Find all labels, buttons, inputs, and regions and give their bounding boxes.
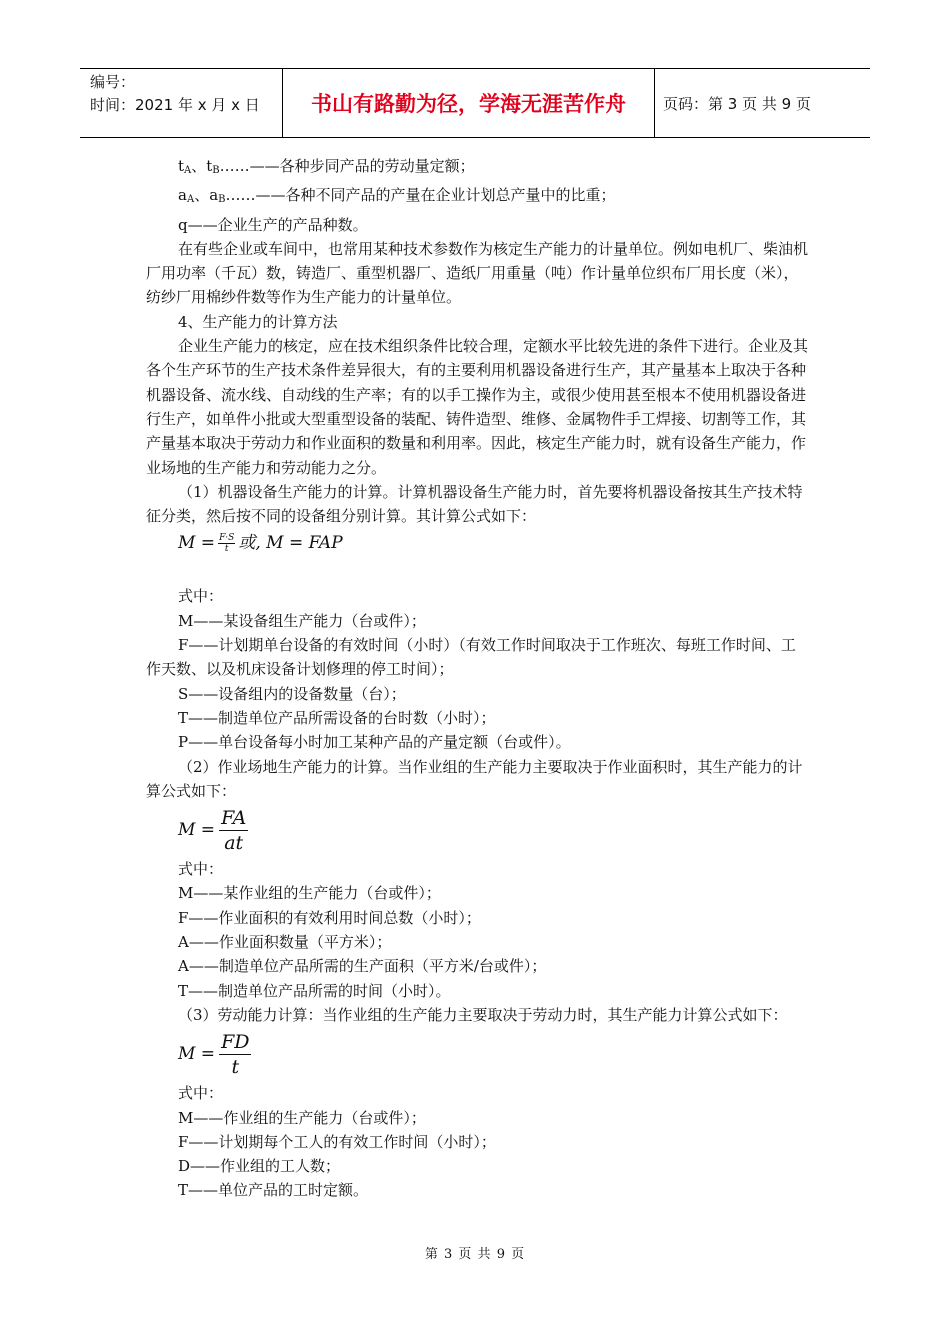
header-page-label: 页码：第 3 页 共 9 页 [663,94,811,113]
def-m3: M——作业组的生产能力（台或件）； [178,1108,426,1127]
formula-labor: M = $\frac{FD}{t}$ [178,1030,250,1078]
document-body [146,154,810,1203]
formula-area: M = $\frac{FA}{at}$ [178,806,247,854]
def-s1: S——设备组内的设备数量（台）； [178,684,406,703]
section-heading: 4、生产能力的计算方法 [178,312,338,331]
fraction: $\frac{FA}{at}$ [221,806,247,854]
def-t2: T——制造单位产品所需的时间（小时）。 [178,981,451,1000]
header-motto: 书山有路勤为径，学海无涯苦作舟 [283,69,655,137]
paragraph-units: 在有些企业或车间中，也常用某种技术参数作为核定生产能力的计量单位。例如电机厂、柴油机厂用功率（千瓦）数，铸造厂、重型机器厂、造纸厂用重量（吨）作计量单位织布厂用长度（米），纺纱厂用棉纱件数等作为生产能力的计量单位。 [146,239,809,307]
paragraph-machine: （1）机器设备生产能力的计算。计算机器设备生产能力时，首先要将机器设备按其生产技术特征分类，然后按不同的设备组分别计算。其计算公式如下： [146,482,803,526]
def-t1: T——制造单位产品所需设备的台时数（小时）； [178,708,496,727]
where-label: 式中： [178,1084,224,1103]
def-f1: F——计划期单台设备的有效时间（小时）（有效工作时间取决于工作班次、每班工作时间、工作天数、以及机床设备计划修理的停工时间）； [146,636,796,679]
def-a-line: $a_A$、$a_B\dots\dots——$各种不同产品的产量在企业计划总产量中的比重； [178,186,616,206]
paragraph-labor: （3）劳动能力计算：当作业组的生产能力主要取决于劳动力时，其生产能力计算公式如下： [178,1005,788,1024]
fraction: $\frac{F\cdot S}{t}$ [219,532,235,554]
def-m1: M——某设备组生产能力（台或件）； [178,611,426,630]
def-f2: F——作业面积的有效利用时间总数（小时）； [178,908,481,927]
formula-machine: M = $\frac{F\cdot S}{t}$ 或, M = FAP [178,532,343,554]
header-meta [80,69,283,137]
fraction: $\frac{FD}{t}$ [221,1030,250,1078]
def-p1: P——单台设备每小时加工某种产品的产量定额（台或件）。 [178,733,571,752]
def-f3: F——计划期每个工人的有效工作时间（小时）； [178,1132,496,1151]
def-d3: D——作业组的工人数； [178,1157,341,1176]
def-t-line: $t_A$、$t_B\dots\dots——$各种步同产品的劳动量定额； [178,157,475,176]
def-t3: T——单位产品的工时定额。 [178,1181,369,1200]
time-label: 时间：2021 年 x 月 x 日 [90,96,260,114]
page-footer: 第 3 页 共 9 页 [424,1247,526,1262]
where-label: 式中： [178,860,224,879]
def-m2: M——某作业组的生产能力（台或件）； [178,884,441,903]
page-header [80,68,870,138]
paragraph-methods: 企业生产能力的核定，应在技术组织条件比较合理，定额水平比较先进的条件下进行。企业及其各个生产环节的生产技术条件差异很大，有的主要利用机器设备进行生产，其产量基本上取决于各种机器设备、流水线、自动线的生产率；有的以手工操作为主，或很少使用甚至根本不使用机器设备进行生产，如单件小批或大型重型设备的装配、铸件造型、维修、金属物件手工焊接、切割等工作，其产量基本取决于劳动力和作业面积的数量和利用率。因此，核定生产能力时，就有设备生产能力，作业场地的生产能力和劳动能力之分。 [146,337,809,477]
where-label: 式中： [178,587,224,606]
def-q-line: q——企业生产的产品种数。 [178,215,368,234]
paragraph-area: （2）作业场地生产能力的计算。当作业组的生产能力主要取决于作业面积时，其生产能力的计算公式如下： [146,757,803,800]
def-a2: A——作业面积数量（平方米）； [178,933,392,952]
number-label: 编号： [90,73,136,91]
def-a2b: A——制造单位产品所需的生产面积（平方米/台或件）； [178,957,547,976]
